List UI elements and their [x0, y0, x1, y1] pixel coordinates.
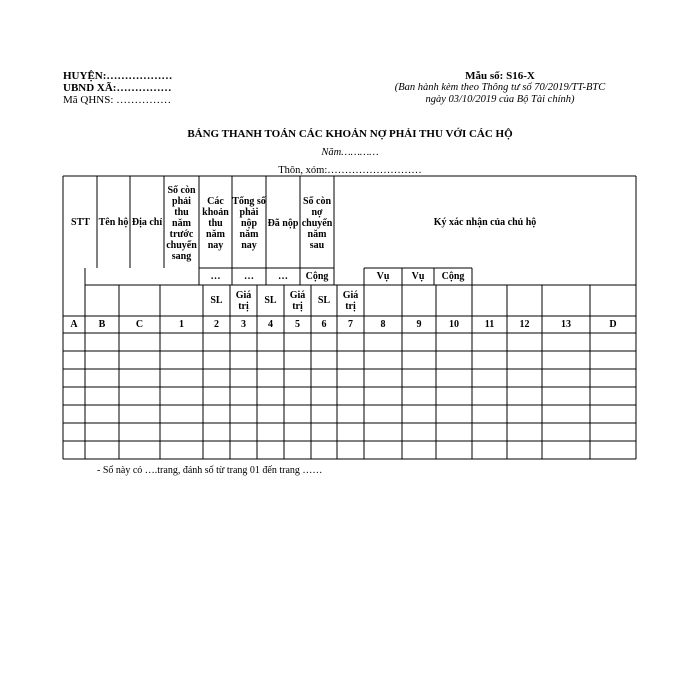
document-title: BẢNG THANH TOÁN CÁC KHOẢN NỢ PHẢI THU VỚI CÁC HỘ: [187, 128, 513, 140]
col-code: 13: [561, 319, 571, 330]
col-header-paid: Đã nộp: [267, 217, 299, 229]
col-code: B: [98, 319, 106, 330]
footer-note: - Sổ này có ….trang, đánh số từ trang 01 đến trang ……: [97, 465, 323, 476]
col-code: 11: [484, 319, 495, 330]
subheader-value-1: Giá trị: [235, 289, 252, 312]
year-line: Năm…………: [321, 147, 379, 158]
subheader-total-1: Cộng: [305, 271, 329, 282]
subheader-value-3: Giá trị: [342, 289, 359, 312]
col-header-receivable: Các khoản thu năm nay: [202, 195, 229, 251]
col-code: A: [70, 319, 78, 330]
subheader-crop-1: Vụ: [376, 271, 390, 282]
col-code: C: [135, 319, 144, 330]
village-line: Thôn, xóm:………………………: [278, 165, 422, 176]
col-header-stt: STT: [71, 216, 90, 228]
col-code: 3: [241, 319, 246, 330]
subheader-sl-1: SL: [210, 295, 223, 306]
col-header-signature: Ký xác nhận của chủ hộ: [433, 216, 537, 228]
col-header-carried: Số còn nợ chuyển năm sau: [301, 195, 333, 251]
form-number: Mẫu số: S16-X: [465, 70, 535, 82]
issued-by-line1: (Ban hành kèm theo Thông tư số 70/2019/TT-BTC: [394, 82, 606, 93]
district-line: HUYỆN:………………: [63, 70, 173, 82]
subheader-sl-2: SL: [264, 295, 277, 306]
col-code: 2: [214, 319, 219, 330]
subheader-sl-3: SL: [317, 295, 331, 306]
subheader-dots-1: …: [210, 271, 221, 282]
budget-code-line: Mã QHNS: ……………: [63, 94, 172, 106]
col-code: 10: [449, 319, 459, 330]
col-code: 8: [380, 319, 386, 330]
issued-by-line2: ngày 03/10/2019 của Bộ Tài chính): [425, 94, 575, 105]
col-code: 7: [348, 319, 353, 330]
col-code: 1: [179, 319, 184, 330]
subheader-dots-2: …: [244, 271, 254, 282]
col-code: 9: [416, 319, 422, 330]
col-code: 6: [321, 319, 327, 330]
col-code: 12: [519, 319, 530, 330]
subheader-crop-2: Vụ: [411, 271, 425, 282]
subheader-total-2: Cộng: [441, 271, 465, 282]
col-code: 4: [268, 319, 273, 330]
col-code: 5: [295, 319, 300, 330]
col-header-opening: Số còn phải thu năm trước chuyển sang: [166, 184, 197, 262]
subheader-dots-3: …: [278, 271, 288, 282]
commune-line: UBND XÃ:……………: [63, 82, 172, 94]
col-header-address: Địa chỉ: [131, 216, 163, 228]
subheader-value-2: Giá trị: [289, 289, 306, 312]
col-header-household: Tên hộ: [98, 216, 129, 228]
col-header-total-payable: Tổng số phải nộp năm nay: [232, 195, 266, 251]
col-code: D: [609, 319, 617, 330]
